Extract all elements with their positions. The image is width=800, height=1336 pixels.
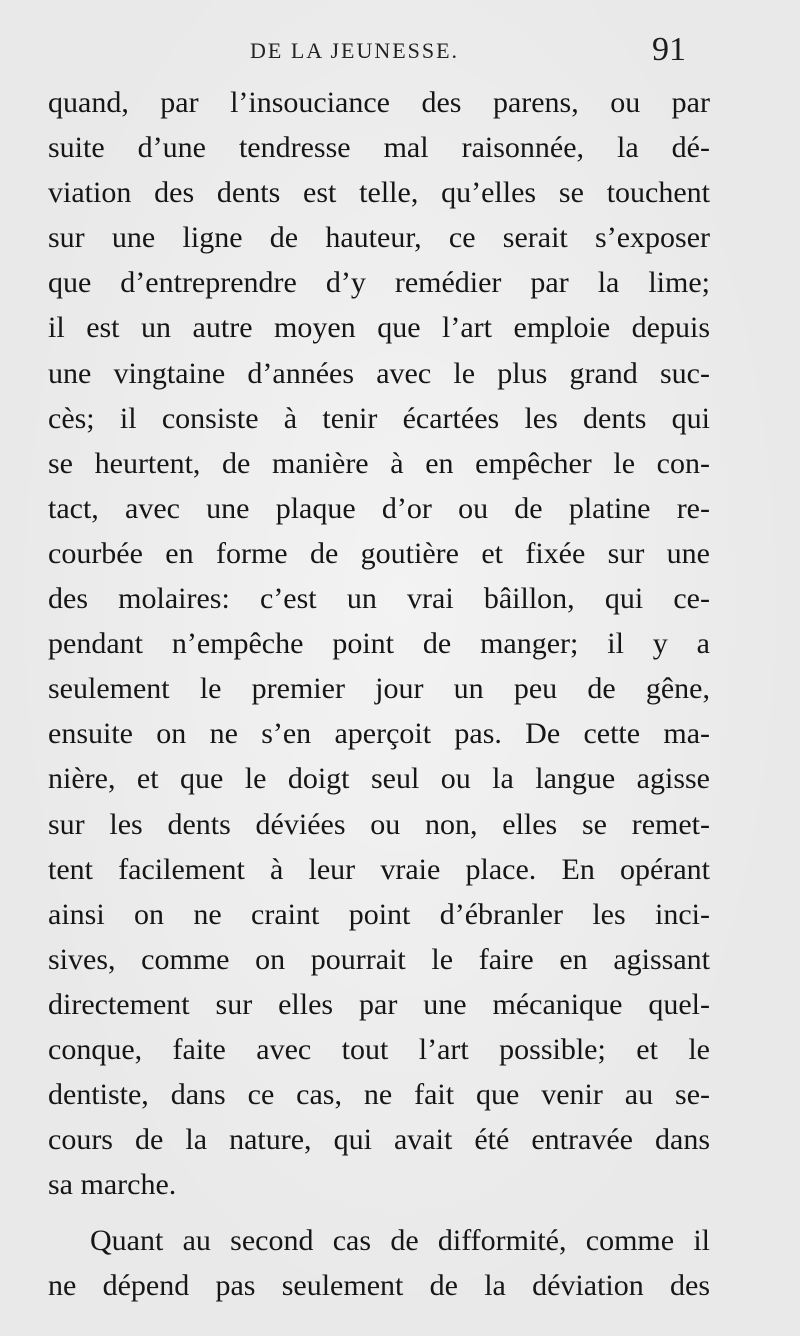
text-line: une vingtaine d’années avec le plus grand suc- bbox=[48, 356, 710, 390]
paragraph-2 bbox=[48, 1218, 710, 1308]
paragraph-gap bbox=[48, 1207, 710, 1218]
text-line: ensuite on ne s’en aperçoit pas. De cette ma- bbox=[48, 717, 710, 751]
text-line: ne dépend pas seulement de la déviation des bbox=[48, 1269, 710, 1303]
text-line: sa marche. bbox=[48, 1168, 177, 1202]
text-line: seulement le premier jour un peu de gêne, bbox=[48, 672, 710, 706]
running-title: DE LA JEUNESSE. bbox=[250, 38, 460, 63]
text-line: directement sur elles par une mécanique quel- bbox=[48, 987, 710, 1021]
text-line: tent facilement à leur vraie place. En opérant bbox=[48, 852, 710, 886]
page-number: 91 bbox=[652, 31, 686, 68]
text-line: cès; il consiste à tenir écartées les dents qui bbox=[48, 401, 710, 435]
text-line: pendant n’empêche point de manger; il y a bbox=[48, 627, 710, 661]
text-line: sur les dents déviées ou non, elles se remet- bbox=[48, 807, 710, 841]
text-line: cours de la nature, qui avait été entravée dans bbox=[48, 1123, 710, 1157]
text-line: des molaires: c’est un vrai bâillon, qui ce- bbox=[48, 582, 710, 616]
text-line: courbée en forme de goutière et fixée sur une bbox=[48, 536, 710, 570]
text-line: il est un autre moyen que l’art emploie depuis bbox=[48, 311, 710, 345]
text-line: ainsi on ne craint point d’ébranler les inci- bbox=[48, 897, 710, 931]
paragraph-1 bbox=[48, 80, 710, 1207]
text-line: conque, faite avec tout l’art possible; et le bbox=[48, 1032, 710, 1066]
text-line: tact, avec une plaque d’or ou de platine re- bbox=[48, 491, 710, 525]
text-line: sives, comme on pourrait le faire en agissant bbox=[48, 942, 710, 976]
text-line: dentiste, dans ce cas, ne fait que venir au se- bbox=[48, 1078, 710, 1112]
text-line: sur une ligne de hauteur, ce serait s’exposer bbox=[48, 221, 710, 255]
text-line: se heurtent, de manière à en empêcher le con- bbox=[48, 446, 710, 480]
text-line: Quant au second cas de difformité, comme il bbox=[90, 1224, 710, 1258]
body-text bbox=[48, 80, 710, 1309]
text-line: viation des dents est telle, qu’elles se touchent bbox=[48, 176, 710, 210]
text-line: que d’entreprendre d’y remédier par la lime; bbox=[48, 266, 710, 300]
text-line: quand, par l’insouciance des parens, ou par bbox=[48, 86, 710, 119]
text-line: nière, et que le doigt seul ou la langue agisse bbox=[48, 762, 710, 796]
text-line: suite d’une tendresse mal raisonnée, la dé- bbox=[48, 131, 710, 165]
